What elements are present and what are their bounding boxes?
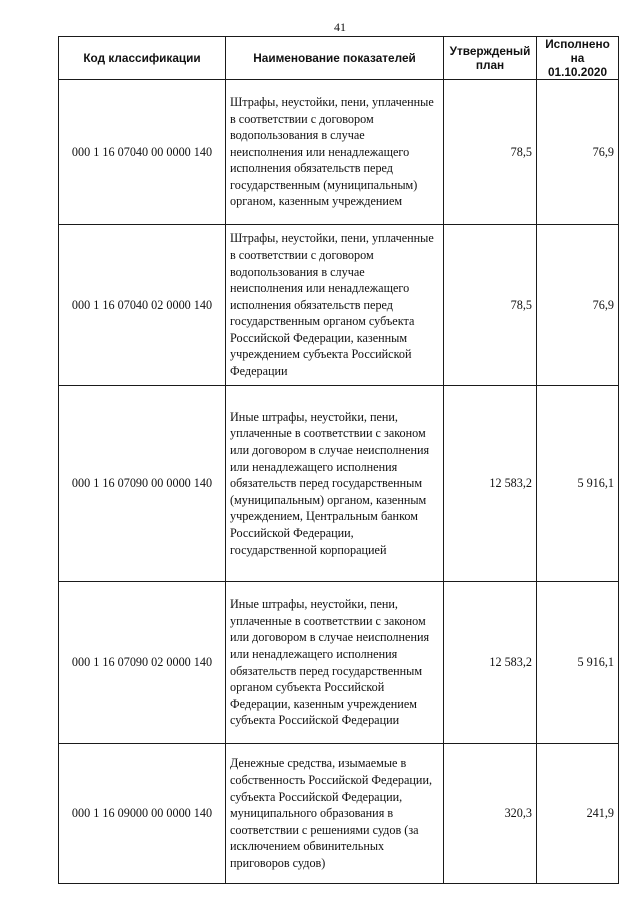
classification-code: 000 1 16 07040 00 0000 140 — [59, 80, 226, 225]
page-number: 41 — [334, 20, 346, 34]
header-done: Исполнено на 01.10.2020 — [537, 37, 619, 80]
executed-value: 241,9 — [537, 744, 619, 884]
approved-plan: 12 583,2 — [444, 386, 537, 582]
approved-plan: 78,5 — [444, 225, 537, 386]
indicator-name: Денежные средства, изымаемые в собственность Российской Федерации, субъекта Российской Федерации, муниципального образования в соответствии с решениями судов (за исключением обвинительных приговоров судов) — [226, 744, 444, 884]
classification-code: 000 1 16 07040 02 0000 140 — [59, 225, 226, 386]
classification-code: 000 1 16 09000 00 0000 140 — [59, 744, 226, 884]
indicator-name: Иные штрафы, неустойки, пени, уплаченные в соответствии с законом или договором в случае неисполнения или ненадлежащего исполнения обязательств перед государственным органом субъекта Российской Федерации, казенным учреждением субъекта Российской Федерации — [226, 582, 444, 744]
executed-value: 76,9 — [537, 225, 619, 386]
budget-table — [58, 36, 619, 884]
table-row — [59, 744, 619, 884]
executed-value: 76,9 — [537, 80, 619, 225]
indicator-name: Иные штрафы, неустойки, пени, уплаченные в соответствии с законом или договором в случае неисполнения или ненадлежащего исполнения обязательств перед государственным (муниципальным) органом, казенным учреждением, Центральным банком Российской Федерации, государственной корпорацией — [226, 386, 444, 582]
indicator-name: Штрафы, неустойки, пени, уплаченные в соответствии с договором водопользования в случае неисполнения или ненадлежащего исполнения обязательств перед государственным (муниципальным) органом, казенным учреждением — [226, 80, 444, 225]
header-plan: Утвержденый план — [444, 37, 537, 80]
table-row — [59, 80, 619, 225]
indicator-name: Штрафы, неустойки, пени, уплаченные в соответствии с договором водопользования в случае неисполнения или ненадлежащего исполнения обязательств перед государственным органом субъекта Российской Федерации, казенным учреждением субъекта Российской Федерации — [226, 225, 444, 386]
header-code: Код классификации — [59, 37, 226, 80]
table-row — [59, 582, 619, 744]
table-row — [59, 225, 619, 386]
classification-code: 000 1 16 07090 00 0000 140 — [59, 386, 226, 582]
approved-plan: 320,3 — [444, 744, 537, 884]
executed-value: 5 916,1 — [537, 582, 619, 744]
approved-plan: 12 583,2 — [444, 582, 537, 744]
table-row — [59, 386, 619, 582]
classification-code: 000 1 16 07090 02 0000 140 — [59, 582, 226, 744]
approved-plan: 78,5 — [444, 80, 537, 225]
executed-value: 5 916,1 — [537, 386, 619, 582]
table-header-row — [59, 37, 619, 80]
header-name: Наименование показателей — [226, 37, 444, 80]
